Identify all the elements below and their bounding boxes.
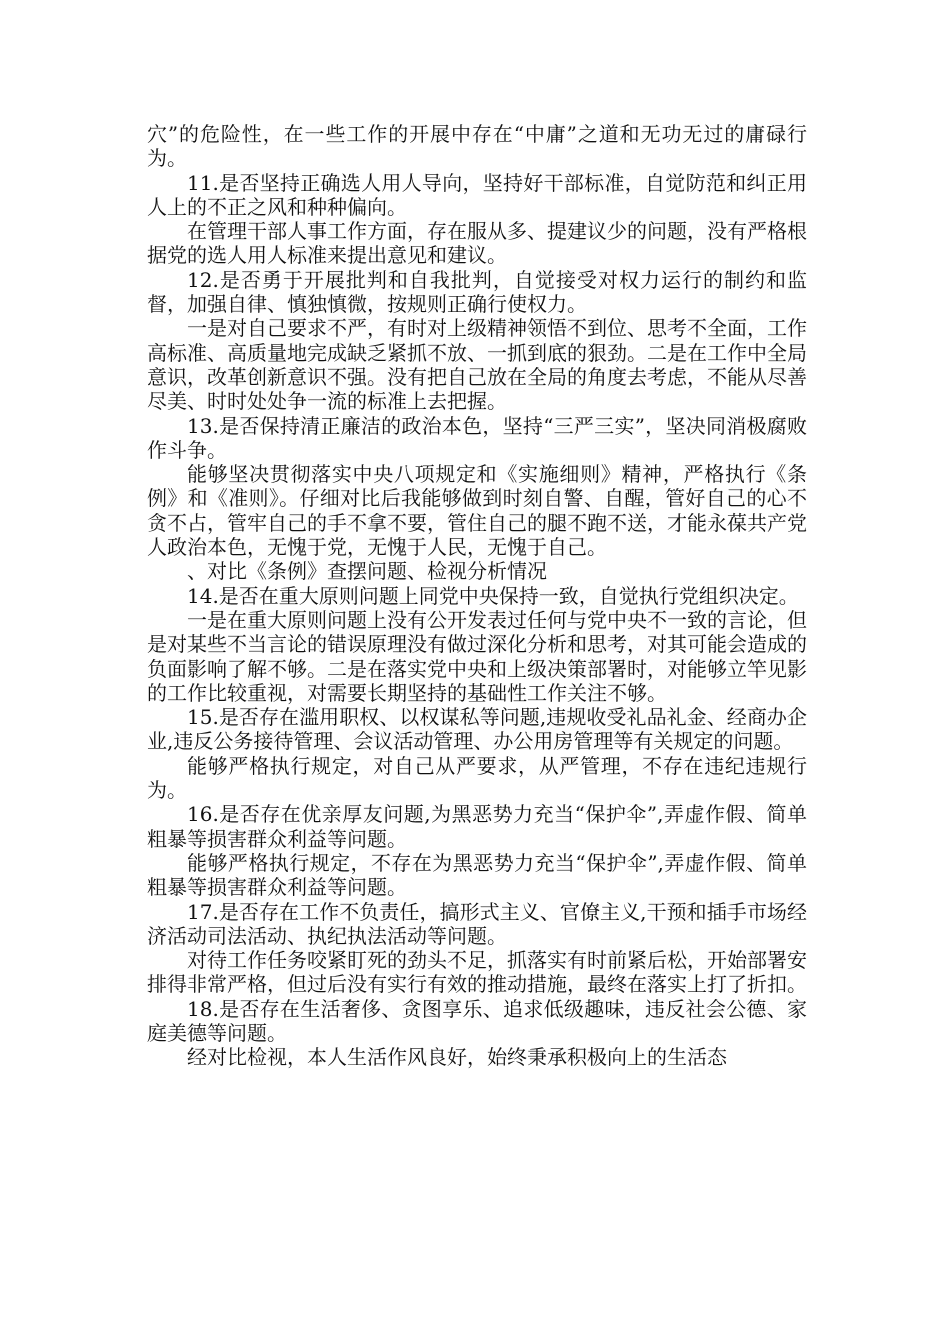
paragraph: 穴”的危险性，在一些工作的开展中存在“中庸”之道和无功无过的庸碌行为。 [147,122,807,171]
question-paragraph: 14.是否在重大原则问题上同党中央保持一致，自觉执行党组织决定。 [187,583,799,608]
answer-paragraph: 对待工作任务咬紧盯死的劲头不足，抓落实有时前紧后松，开始部署安排得非常严格，但过后没有实行有效的推动措施，最终在落实上打了折扣。 [147,948,807,997]
question-paragraph: 11.是否坚持正确选人用人导向，坚持好干部标准，自觉防范和纠正用人上的不正之风和种种偏向。 [147,170,807,219]
answer-paragraph: 一是对自己要求不严，有时对上级精神领悟不到位、思考不全面，工作高标准、高质量地完成缺乏紧抓不放、一抓到底的狠劲。二是在工作中全局意识，改革创新意识不强。没有把自己放在全局的角度去考虑，不能从尽善尽美、时时处处争一流的标准上去把握。 [147,316,807,414]
answer-paragraph: 能够严格执行规定，对自己从严要求，从严管理，不存在违纪违规行为。 [147,753,807,803]
answer-paragraph: 能够严格执行规定，不存在为黑恶势力充当“保护伞”,弄虚作假、简单粗暴等损害群众利益等问题。 [147,850,807,900]
answer-paragraph: 能够坚决贯彻落实中央八项规定和《实施细则》精神，严格执行《条例》和《准则》。仔细对比后我能够做到时刻自警、自醒，管好自己的心不贪不占，管牢自己的手不拿不要，管住自己的腿不跑不送，才能永葆共产党人政治本色，无愧于党，无愧于人民，无愧于自己。 [147,462,807,560]
answer-paragraph: 一是在重大原则问题上没有公开发表过任何与党中央不一致的言论，但是对某些不当言论的错误原理没有做过深化分析和思考，对其可能会造成的负面影响了解不够。二是在落实党中央和上级决策部署时，对能够立竿见影的工作比较重视，对需要长期坚持的基础性工作关注不够。 [147,607,807,705]
question-paragraph: 16.是否存在优亲厚友问题,为黑恶势力充当“保护伞”,弄虚作假、简单粗暴等损害群众利益等问题。 [147,802,807,851]
document-body [147,122,807,1070]
answer-paragraph: 经对比检视，本人生活作风良好，始终秉承积极向上的生活态 [187,1045,727,1070]
answer-paragraph: 在管理干部人事工作方面，存在服从多、提建议少的问题，没有严格根据党的选人用人标准来提出意见和建议。 [147,219,807,268]
section-heading: 、对比《条例》查摆问题、检视分析情况 [187,559,547,584]
question-paragraph: 17.是否存在工作不负责任，搞形式主义、官僚主义,干预和插手市场经济活动司法活动、执纪执法活动等问题。 [147,899,807,948]
question-paragraph: 18.是否存在生活奢侈、贪图享乐、追求低级趣味，违反社会公德、家庭美德等问题。 [147,996,807,1045]
question-paragraph: 13.是否保持清正廉洁的政治本色，坚持“三严三实”，坚决同消极腐败作斗争。 [147,413,807,462]
question-paragraph: 15.是否存在滥用职权、以权谋私等问题,违规收受礼品礼金、经商办企业,违反公务接待管理、会议活动管理、办公用房管理等有关规定的问题。 [147,705,807,754]
question-paragraph: 12.是否勇于开展批判和自我批判，自觉接受对权力运行的制约和监督，加强自律、慎独慎微，按规则正确行使权力。 [147,267,807,317]
